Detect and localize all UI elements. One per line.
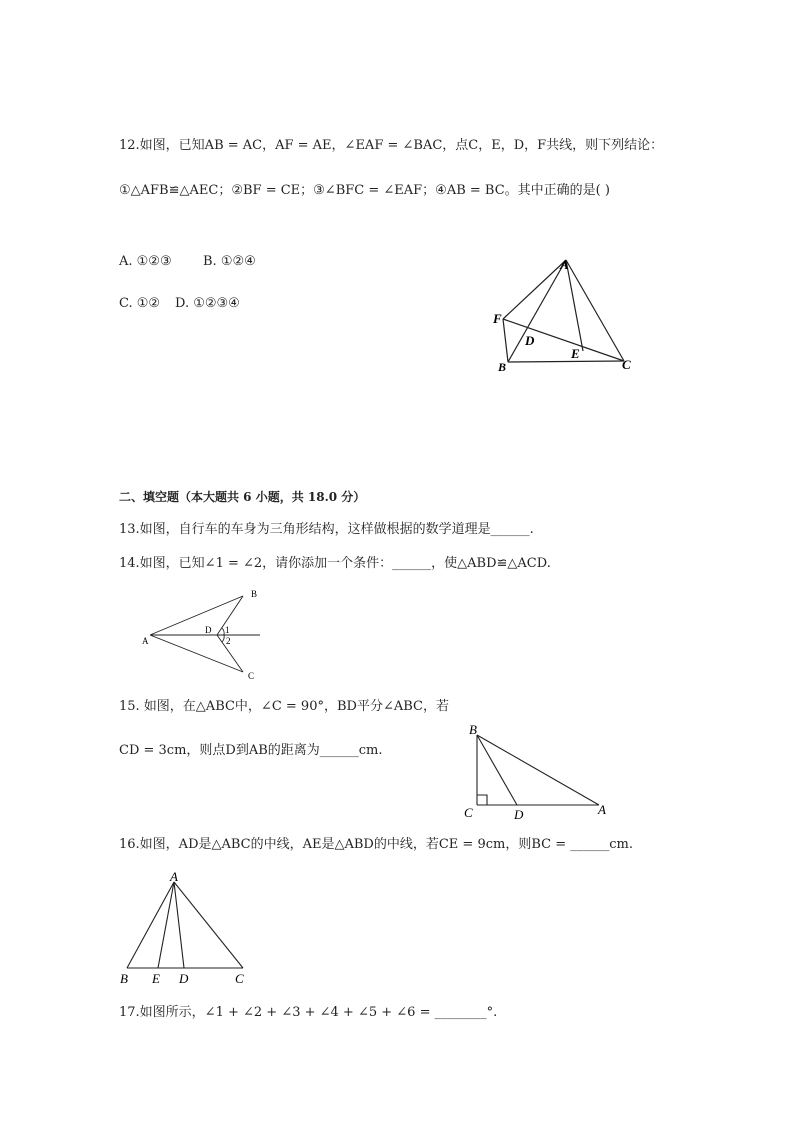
q15-line1: 15. 如图，在△ABC中，∠C = 90°，BD平分∠ABC，若 [119,699,449,714]
q12-label-f: F [493,311,502,326]
q16-label-d: D [179,971,189,986]
q14-label-1: 1 [225,625,230,635]
q15-line2: CD = 3cm，则点D到AB的距离为______cm. [119,743,383,758]
q17-text: 17.如图所示，∠1 + ∠2 + ∠3 + ∠4 + ∠5 + ∠6 = ________°. [119,1005,498,1020]
q14-text: 14.如图，已知∠1 = ∠2，请你添加一个条件：______，使△ABD≌△ACD. [119,556,551,571]
q15-label-a: A [598,802,606,817]
q12-option-d: D. ①②③④ [175,296,240,311]
q16-text: 16.如图，AD是△ABC的中线，AE是△ABD的中线，若CE = 9cm，则BC = ______cm. [119,837,633,852]
q12-figure [490,255,640,380]
q12-label-d: D [525,333,535,348]
q12-label-e: E [571,346,580,361]
section-heading: 二、填空题（本大题共 6 小题，共 18.0 分） [119,490,366,504]
q12-line2: ①△AFB≌△AEC；②BF = CE；③∠BFC = ∠EAF；④AB = BC。其中正确的是( ) [119,183,610,198]
q15-label-c: C [464,805,473,820]
q12-option-c: C. ①② [119,296,161,311]
q16-label-e: E [152,971,160,986]
q16-label-c: C [235,971,244,986]
q15-label-b: B [469,722,477,737]
q14-figure [140,588,270,683]
q16-figure [115,868,255,988]
q15-figure [460,722,620,822]
q14-label-2: 2 [226,636,231,646]
q12-label-c: C [622,357,631,372]
q12-label-b: B [498,360,507,374]
q12-label-a: A [560,257,569,272]
q12-line1: 12.如图，已知AB = AC，AF = AE，∠EAF = ∠BAC，点C，E，D，F共线，则下列结论： [119,138,664,153]
q12-option-b: B. ①②④ [203,254,256,269]
q12-option-a: A. ①②③ [119,254,172,269]
q13-text: 13.如图，自行车的车身为三角形结构，这样做根据的数学道理是______. [119,522,534,537]
q14-label-b: B [251,589,258,599]
q15-label-d: D [514,807,524,822]
q16-label-b: B [120,971,128,986]
q14-label-d: D [205,625,212,635]
q14-label-c: C [248,671,255,681]
q14-label-a: A [142,636,149,646]
q16-label-a: A [170,869,178,884]
